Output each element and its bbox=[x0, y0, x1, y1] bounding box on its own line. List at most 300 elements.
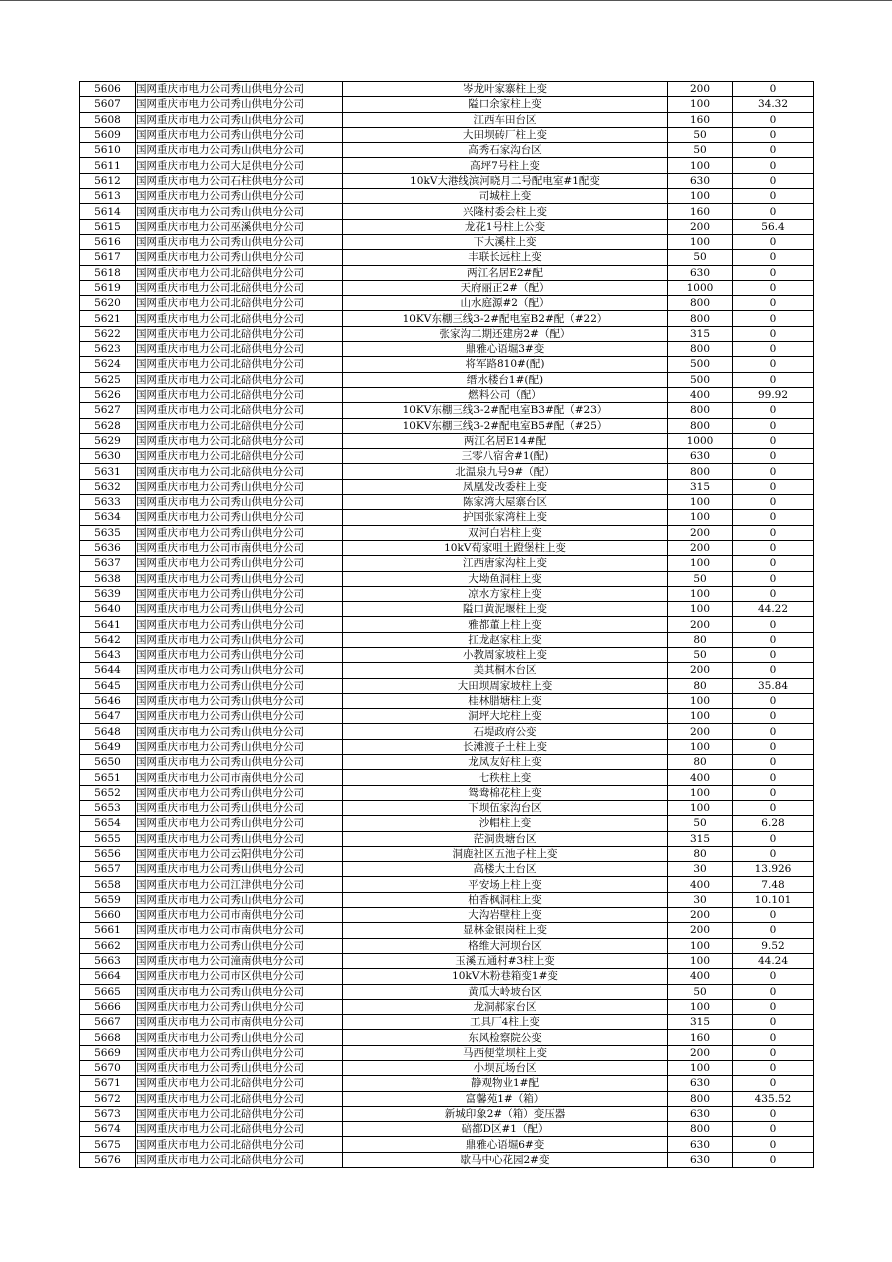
table-row bbox=[80, 877, 814, 892]
company-cell: 国网重庆市电力公司北碚供电分公司 bbox=[136, 265, 343, 280]
row-number-cell: 5629 bbox=[80, 433, 136, 448]
station-name-cell: 静观物业1#配 bbox=[343, 1076, 668, 1091]
value-cell: 0 bbox=[733, 479, 814, 494]
row-number-cell: 5676 bbox=[80, 1152, 136, 1167]
row-number-cell: 5641 bbox=[80, 617, 136, 632]
station-name-cell: 10KV东棚三线3-2#配电室B5#配（#25） bbox=[343, 418, 668, 433]
row-number-cell: 5665 bbox=[80, 984, 136, 999]
value-cell: 0 bbox=[733, 1106, 814, 1121]
company-cell: 国网重庆市电力公司秀山供电分公司 bbox=[136, 892, 343, 907]
table-row bbox=[80, 173, 814, 188]
station-name-cell: 江西唐家沟柱上变 bbox=[343, 556, 668, 571]
company-cell: 国网重庆市电力公司北碚供电分公司 bbox=[136, 1152, 343, 1167]
value-cell: 0 bbox=[733, 158, 814, 173]
station-name-cell: 雅都董上柱上变 bbox=[343, 617, 668, 632]
value-cell: 0 bbox=[733, 1015, 814, 1030]
value-cell: 0 bbox=[733, 280, 814, 295]
capacity-cell: 200 bbox=[668, 1045, 733, 1060]
station-name-cell: 鸳鸯棉花柱上变 bbox=[343, 785, 668, 800]
capacity-cell: 315 bbox=[668, 1015, 733, 1030]
company-cell: 国网重庆市电力公司秀山供电分公司 bbox=[136, 632, 343, 647]
table-row bbox=[80, 785, 814, 800]
company-cell: 国网重庆市电力公司秀山供电分公司 bbox=[136, 586, 343, 601]
capacity-cell: 100 bbox=[668, 556, 733, 571]
station-name-cell: 龙洞郝家台区 bbox=[343, 999, 668, 1014]
row-number-cell: 5633 bbox=[80, 495, 136, 510]
station-name-cell: 马西便堂坝柱上变 bbox=[343, 1045, 668, 1060]
capacity-cell: 100 bbox=[668, 693, 733, 708]
value-cell: 0 bbox=[733, 82, 814, 97]
station-name-cell: 高坪7号柱上变 bbox=[343, 158, 668, 173]
row-number-cell: 5608 bbox=[80, 112, 136, 127]
station-name-cell: 大沟岩壁柱上变 bbox=[343, 908, 668, 923]
row-number-cell: 5618 bbox=[80, 265, 136, 280]
value-cell: 0 bbox=[733, 189, 814, 204]
value-cell: 0 bbox=[733, 510, 814, 525]
value-cell: 9.52 bbox=[733, 938, 814, 953]
company-cell: 国网重庆市电力公司江津供电分公司 bbox=[136, 877, 343, 892]
row-number-cell: 5636 bbox=[80, 540, 136, 555]
company-cell: 国网重庆市电力公司北碚供电分公司 bbox=[136, 387, 343, 402]
station-name-cell: 护国张家湾柱上变 bbox=[343, 510, 668, 525]
table-row bbox=[80, 1122, 814, 1137]
capacity-cell: 80 bbox=[668, 755, 733, 770]
table-row bbox=[80, 357, 814, 372]
capacity-cell: 100 bbox=[668, 510, 733, 525]
capacity-cell: 200 bbox=[668, 617, 733, 632]
capacity-cell: 100 bbox=[668, 785, 733, 800]
station-name-cell: 黄瓜大岭坡台区 bbox=[343, 984, 668, 999]
table-row bbox=[80, 693, 814, 708]
company-cell: 国网重庆市电力公司秀山供电分公司 bbox=[136, 647, 343, 662]
row-number-cell: 5664 bbox=[80, 969, 136, 984]
capacity-cell: 630 bbox=[668, 1152, 733, 1167]
table-row bbox=[80, 326, 814, 341]
table-row bbox=[80, 831, 814, 846]
capacity-cell: 100 bbox=[668, 97, 733, 112]
company-cell: 国网重庆市电力公司秀山供电分公司 bbox=[136, 82, 343, 97]
company-cell: 国网重庆市电力公司北碚供电分公司 bbox=[136, 1137, 343, 1152]
value-cell: 0 bbox=[733, 785, 814, 800]
capacity-cell: 100 bbox=[668, 709, 733, 724]
table-row bbox=[80, 678, 814, 693]
company-cell: 国网重庆市电力公司秀山供电分公司 bbox=[136, 143, 343, 158]
company-cell: 国网重庆市电力公司市南供电分公司 bbox=[136, 540, 343, 555]
company-cell: 国网重庆市电力公司秀山供电分公司 bbox=[136, 204, 343, 219]
row-number-cell: 5656 bbox=[80, 846, 136, 861]
company-cell: 国网重庆市电力公司秀山供电分公司 bbox=[136, 495, 343, 510]
table-row bbox=[80, 1061, 814, 1076]
capacity-cell: 100 bbox=[668, 999, 733, 1014]
value-cell: 0 bbox=[733, 571, 814, 586]
station-name-cell: 司城柱上变 bbox=[343, 189, 668, 204]
station-name-cell: 10kV大港线滨河晓月二号配电室#1配变 bbox=[343, 173, 668, 188]
row-number-cell: 5627 bbox=[80, 403, 136, 418]
station-name-cell: 沙帽柱上变 bbox=[343, 816, 668, 831]
value-cell: 0 bbox=[733, 143, 814, 158]
row-number-cell: 5607 bbox=[80, 97, 136, 112]
station-name-cell: 玉溪五通村#3柱上变 bbox=[343, 953, 668, 968]
row-number-cell: 5667 bbox=[80, 1015, 136, 1030]
capacity-cell: 50 bbox=[668, 127, 733, 142]
capacity-cell: 160 bbox=[668, 112, 733, 127]
row-number-cell: 5651 bbox=[80, 770, 136, 785]
value-cell: 0 bbox=[733, 800, 814, 815]
value-cell: 0 bbox=[733, 311, 814, 326]
table-row bbox=[80, 158, 814, 173]
station-name-cell: 桂林腊塘柱上变 bbox=[343, 693, 668, 708]
company-cell: 国网重庆市电力公司潼南供电分公司 bbox=[136, 953, 343, 968]
company-cell: 国网重庆市电力公司市南供电分公司 bbox=[136, 908, 343, 923]
value-cell: 0 bbox=[733, 1137, 814, 1152]
row-number-cell: 5648 bbox=[80, 724, 136, 739]
value-cell: 0 bbox=[733, 908, 814, 923]
row-number-cell: 5620 bbox=[80, 296, 136, 311]
company-cell: 国网重庆市电力公司秀山供电分公司 bbox=[136, 1030, 343, 1045]
company-cell: 国网重庆市电力公司秀山供电分公司 bbox=[136, 525, 343, 540]
company-cell: 国网重庆市电力公司秀山供电分公司 bbox=[136, 709, 343, 724]
value-cell: 13.926 bbox=[733, 862, 814, 877]
value-cell: 0 bbox=[733, 984, 814, 999]
company-cell: 国网重庆市电力公司秀山供电分公司 bbox=[136, 189, 343, 204]
row-number-cell: 5634 bbox=[80, 510, 136, 525]
company-cell: 国网重庆市电力公司秀山供电分公司 bbox=[136, 479, 343, 494]
value-cell: 0 bbox=[733, 525, 814, 540]
capacity-cell: 800 bbox=[668, 311, 733, 326]
company-cell: 国网重庆市电力公司北碚供电分公司 bbox=[136, 1091, 343, 1106]
table-row bbox=[80, 647, 814, 662]
value-cell: 0 bbox=[733, 495, 814, 510]
capacity-cell: 800 bbox=[668, 296, 733, 311]
value-cell: 34.32 bbox=[733, 97, 814, 112]
value-cell: 0 bbox=[733, 846, 814, 861]
station-name-cell: 10KV东棚三线3-2#配电室B3#配（#23） bbox=[343, 403, 668, 418]
station-name-cell: 两江名居E14#配 bbox=[343, 433, 668, 448]
row-number-cell: 5628 bbox=[80, 418, 136, 433]
station-name-cell: 平安场上柱上变 bbox=[343, 877, 668, 892]
row-number-cell: 5615 bbox=[80, 219, 136, 234]
table-row bbox=[80, 418, 814, 433]
table-row bbox=[80, 464, 814, 479]
station-name-cell: 小坝瓦场台区 bbox=[343, 1061, 668, 1076]
capacity-cell: 30 bbox=[668, 892, 733, 907]
capacity-cell: 100 bbox=[668, 938, 733, 953]
table-row bbox=[80, 1076, 814, 1091]
company-cell: 国网重庆市电力公司市区供电分公司 bbox=[136, 969, 343, 984]
station-name-cell: 美其桐木台区 bbox=[343, 663, 668, 678]
company-cell: 国网重庆市电力公司秀山供电分公司 bbox=[136, 234, 343, 249]
capacity-cell: 200 bbox=[668, 82, 733, 97]
capacity-cell: 800 bbox=[668, 464, 733, 479]
station-name-cell: 长滩渡子土柱上变 bbox=[343, 739, 668, 754]
row-number-cell: 5646 bbox=[80, 693, 136, 708]
row-number-cell: 5647 bbox=[80, 709, 136, 724]
value-cell: 0 bbox=[733, 464, 814, 479]
row-number-cell: 5614 bbox=[80, 204, 136, 219]
capacity-cell: 100 bbox=[668, 602, 733, 617]
row-number-cell: 5617 bbox=[80, 250, 136, 265]
row-number-cell: 5671 bbox=[80, 1076, 136, 1091]
row-number-cell: 5658 bbox=[80, 877, 136, 892]
company-cell: 国网重庆市电力公司秀山供电分公司 bbox=[136, 816, 343, 831]
table-row bbox=[80, 800, 814, 815]
row-number-cell: 5638 bbox=[80, 571, 136, 586]
capacity-cell: 800 bbox=[668, 342, 733, 357]
table-row bbox=[80, 495, 814, 510]
page-top-rule bbox=[0, 0, 892, 1]
row-number-cell: 5622 bbox=[80, 326, 136, 341]
station-name-cell: 张家沟二期还建房2#（配） bbox=[343, 326, 668, 341]
table-row bbox=[80, 112, 814, 127]
table-row bbox=[80, 97, 814, 112]
company-cell: 国网重庆市电力公司巫溪供电分公司 bbox=[136, 219, 343, 234]
capacity-cell: 50 bbox=[668, 250, 733, 265]
row-number-cell: 5652 bbox=[80, 785, 136, 800]
company-cell: 国网重庆市电力公司北碚供电分公司 bbox=[136, 342, 343, 357]
table-row bbox=[80, 724, 814, 739]
capacity-cell: 50 bbox=[668, 571, 733, 586]
value-cell: 0 bbox=[733, 112, 814, 127]
station-name-cell: 下坝伍家沟台区 bbox=[343, 800, 668, 815]
station-name-cell: 缙水楼台1#(配) bbox=[343, 372, 668, 387]
table-row bbox=[80, 908, 814, 923]
capacity-cell: 315 bbox=[668, 326, 733, 341]
row-number-cell: 5660 bbox=[80, 908, 136, 923]
station-name-cell: 江西车田台区 bbox=[343, 112, 668, 127]
table-row bbox=[80, 862, 814, 877]
company-cell: 国网重庆市电力公司秀山供电分公司 bbox=[136, 602, 343, 617]
value-cell: 7.48 bbox=[733, 877, 814, 892]
value-cell: 0 bbox=[733, 647, 814, 662]
company-cell: 国网重庆市电力公司秀山供电分公司 bbox=[136, 1045, 343, 1060]
capacity-cell: 630 bbox=[668, 173, 733, 188]
row-number-cell: 5644 bbox=[80, 663, 136, 678]
station-name-cell: 大田坝砖厂柱上变 bbox=[343, 127, 668, 142]
table-row bbox=[80, 403, 814, 418]
company-cell: 国网重庆市电力公司秀山供电分公司 bbox=[136, 862, 343, 877]
company-cell: 国网重庆市电力公司北碚供电分公司 bbox=[136, 1076, 343, 1091]
value-cell: 44.22 bbox=[733, 602, 814, 617]
station-name-cell: 茫洞贵塘台区 bbox=[343, 831, 668, 846]
company-cell: 国网重庆市电力公司北碚供电分公司 bbox=[136, 326, 343, 341]
company-cell: 国网重庆市电力公司云阳供电分公司 bbox=[136, 846, 343, 861]
capacity-cell: 100 bbox=[668, 800, 733, 815]
capacity-cell: 200 bbox=[668, 908, 733, 923]
row-number-cell: 5606 bbox=[80, 82, 136, 97]
station-name-cell: 三零八宿舍#1(配) bbox=[343, 449, 668, 464]
station-name-cell: 东风检察院公变 bbox=[343, 1030, 668, 1045]
row-number-cell: 5623 bbox=[80, 342, 136, 357]
value-cell: 0 bbox=[733, 969, 814, 984]
table-row bbox=[80, 280, 814, 295]
capacity-cell: 315 bbox=[668, 479, 733, 494]
table-row bbox=[80, 969, 814, 984]
capacity-cell: 800 bbox=[668, 1122, 733, 1137]
row-number-cell: 5649 bbox=[80, 739, 136, 754]
station-name-cell: 大坳鱼洞柱上变 bbox=[343, 571, 668, 586]
table-row bbox=[80, 556, 814, 571]
table-row bbox=[80, 143, 814, 158]
table-row bbox=[80, 433, 814, 448]
transformer-table bbox=[79, 81, 814, 1168]
company-cell: 国网重庆市电力公司市南供电分公司 bbox=[136, 923, 343, 938]
row-number-cell: 5669 bbox=[80, 1045, 136, 1060]
table-row bbox=[80, 1106, 814, 1121]
row-number-cell: 5661 bbox=[80, 923, 136, 938]
company-cell: 国网重庆市电力公司秀山供电分公司 bbox=[136, 556, 343, 571]
value-cell: 0 bbox=[733, 693, 814, 708]
company-cell: 国网重庆市电力公司市南供电分公司 bbox=[136, 770, 343, 785]
capacity-cell: 100 bbox=[668, 1061, 733, 1076]
table-row bbox=[80, 586, 814, 601]
row-number-cell: 5624 bbox=[80, 357, 136, 372]
company-cell: 国网重庆市电力公司北碚供电分公司 bbox=[136, 357, 343, 372]
station-name-cell: 洞鹿社区五池子柱上变 bbox=[343, 846, 668, 861]
row-number-cell: 5613 bbox=[80, 189, 136, 204]
table-row bbox=[80, 663, 814, 678]
capacity-cell: 800 bbox=[668, 403, 733, 418]
company-cell: 国网重庆市电力公司石柱供电分公司 bbox=[136, 173, 343, 188]
station-name-cell: 山水庭源#2（配） bbox=[343, 296, 668, 311]
capacity-cell: 1000 bbox=[668, 433, 733, 448]
capacity-cell: 800 bbox=[668, 1091, 733, 1106]
row-number-cell: 5666 bbox=[80, 999, 136, 1014]
value-cell: 0 bbox=[733, 617, 814, 632]
table-row bbox=[80, 1045, 814, 1060]
table-row bbox=[80, 1030, 814, 1045]
capacity-cell: 100 bbox=[668, 953, 733, 968]
value-cell: 0 bbox=[733, 250, 814, 265]
row-number-cell: 5670 bbox=[80, 1061, 136, 1076]
value-cell: 0 bbox=[733, 709, 814, 724]
table-row bbox=[80, 82, 814, 97]
value-cell: 0 bbox=[733, 265, 814, 280]
value-cell: 56.4 bbox=[733, 219, 814, 234]
station-name-cell: 陈家湾大屋寨台区 bbox=[343, 495, 668, 510]
capacity-cell: 100 bbox=[668, 495, 733, 510]
value-cell: 0 bbox=[733, 326, 814, 341]
station-name-cell: 将军路810#(配) bbox=[343, 357, 668, 372]
value-cell: 0 bbox=[733, 1076, 814, 1091]
capacity-cell: 160 bbox=[668, 204, 733, 219]
capacity-cell: 630 bbox=[668, 1137, 733, 1152]
row-number-cell: 5650 bbox=[80, 755, 136, 770]
station-name-cell: 兴隆村委会柱上变 bbox=[343, 204, 668, 219]
table-row bbox=[80, 479, 814, 494]
capacity-cell: 400 bbox=[668, 770, 733, 785]
value-cell: 0 bbox=[733, 999, 814, 1014]
company-cell: 国网重庆市电力公司北碚供电分公司 bbox=[136, 311, 343, 326]
row-number-cell: 5668 bbox=[80, 1030, 136, 1045]
company-cell: 国网重庆市电力公司北碚供电分公司 bbox=[136, 280, 343, 295]
company-cell: 国网重庆市电力公司大足供电分公司 bbox=[136, 158, 343, 173]
station-name-cell: 富馨苑1#（箱） bbox=[343, 1091, 668, 1106]
station-name-cell: 10KV东棚三线3-2#配电室B2#配（#22） bbox=[343, 311, 668, 326]
company-cell: 国网重庆市电力公司秀山供电分公司 bbox=[136, 1061, 343, 1076]
value-cell: 0 bbox=[733, 632, 814, 647]
table-row bbox=[80, 1091, 814, 1106]
capacity-cell: 50 bbox=[668, 143, 733, 158]
company-cell: 国网重庆市电力公司秀山供电分公司 bbox=[136, 984, 343, 999]
company-cell: 国网重庆市电力公司秀山供电分公司 bbox=[136, 112, 343, 127]
station-name-cell: 柏香枫洞柱上变 bbox=[343, 892, 668, 907]
station-name-cell: 下大溪柱上变 bbox=[343, 234, 668, 249]
row-number-cell: 5655 bbox=[80, 831, 136, 846]
row-number-cell: 5635 bbox=[80, 525, 136, 540]
company-cell: 国网重庆市电力公司秀山供电分公司 bbox=[136, 831, 343, 846]
row-number-cell: 5662 bbox=[80, 938, 136, 953]
capacity-cell: 500 bbox=[668, 357, 733, 372]
row-number-cell: 5672 bbox=[80, 1091, 136, 1106]
capacity-cell: 80 bbox=[668, 632, 733, 647]
station-name-cell: 10kV荀家咀土蹬堡柱上变 bbox=[343, 540, 668, 555]
value-cell: 0 bbox=[733, 418, 814, 433]
company-cell: 国网重庆市电力公司秀山供电分公司 bbox=[136, 678, 343, 693]
row-number-cell: 5610 bbox=[80, 143, 136, 158]
company-cell: 国网重庆市电力公司市南供电分公司 bbox=[136, 1015, 343, 1030]
station-name-cell: 歇马中心花园2#变 bbox=[343, 1152, 668, 1167]
row-number-cell: 5626 bbox=[80, 387, 136, 402]
table-row bbox=[80, 1137, 814, 1152]
capacity-cell: 630 bbox=[668, 1106, 733, 1121]
capacity-cell: 80 bbox=[668, 846, 733, 861]
station-name-cell: 鼎雅心语堀6#变 bbox=[343, 1137, 668, 1152]
capacity-cell: 30 bbox=[668, 862, 733, 877]
table-row bbox=[80, 127, 814, 142]
value-cell: 0 bbox=[733, 770, 814, 785]
company-cell: 国网重庆市电力公司秀山供电分公司 bbox=[136, 250, 343, 265]
table-row bbox=[80, 770, 814, 785]
company-cell: 国网重庆市电力公司秀山供电分公司 bbox=[136, 724, 343, 739]
row-number-cell: 5653 bbox=[80, 800, 136, 815]
value-cell: 99.92 bbox=[733, 387, 814, 402]
row-number-cell: 5663 bbox=[80, 953, 136, 968]
table-row bbox=[80, 739, 814, 754]
station-name-cell: 两江名居E2#配 bbox=[343, 265, 668, 280]
table-row bbox=[80, 709, 814, 724]
station-name-cell: 天府丽正2#（配） bbox=[343, 280, 668, 295]
company-cell: 国网重庆市电力公司北碚供电分公司 bbox=[136, 1106, 343, 1121]
row-number-cell: 5643 bbox=[80, 647, 136, 662]
table-row bbox=[80, 816, 814, 831]
company-cell: 国网重庆市电力公司秀山供电分公司 bbox=[136, 999, 343, 1014]
row-number-cell: 5673 bbox=[80, 1106, 136, 1121]
station-name-cell: 北温泉九号9#（配） bbox=[343, 464, 668, 479]
company-cell: 国网重庆市电力公司秀山供电分公司 bbox=[136, 739, 343, 754]
capacity-cell: 100 bbox=[668, 586, 733, 601]
table-row bbox=[80, 387, 814, 402]
value-cell: 0 bbox=[733, 1152, 814, 1167]
capacity-cell: 160 bbox=[668, 1030, 733, 1045]
row-number-cell: 5621 bbox=[80, 311, 136, 326]
table-row bbox=[80, 342, 814, 357]
table-row bbox=[80, 999, 814, 1014]
row-number-cell: 5642 bbox=[80, 632, 136, 647]
company-cell: 国网重庆市电力公司北碚供电分公司 bbox=[136, 1122, 343, 1137]
value-cell: 0 bbox=[733, 372, 814, 387]
value-cell: 44.24 bbox=[733, 953, 814, 968]
capacity-cell: 200 bbox=[668, 540, 733, 555]
capacity-cell: 50 bbox=[668, 984, 733, 999]
capacity-cell: 630 bbox=[668, 265, 733, 280]
station-name-cell: 格维大河坝台区 bbox=[343, 938, 668, 953]
table-row bbox=[80, 755, 814, 770]
value-cell: 0 bbox=[733, 540, 814, 555]
table-row bbox=[80, 204, 814, 219]
table-row bbox=[80, 311, 814, 326]
value-cell: 0 bbox=[733, 296, 814, 311]
row-number-cell: 5611 bbox=[80, 158, 136, 173]
